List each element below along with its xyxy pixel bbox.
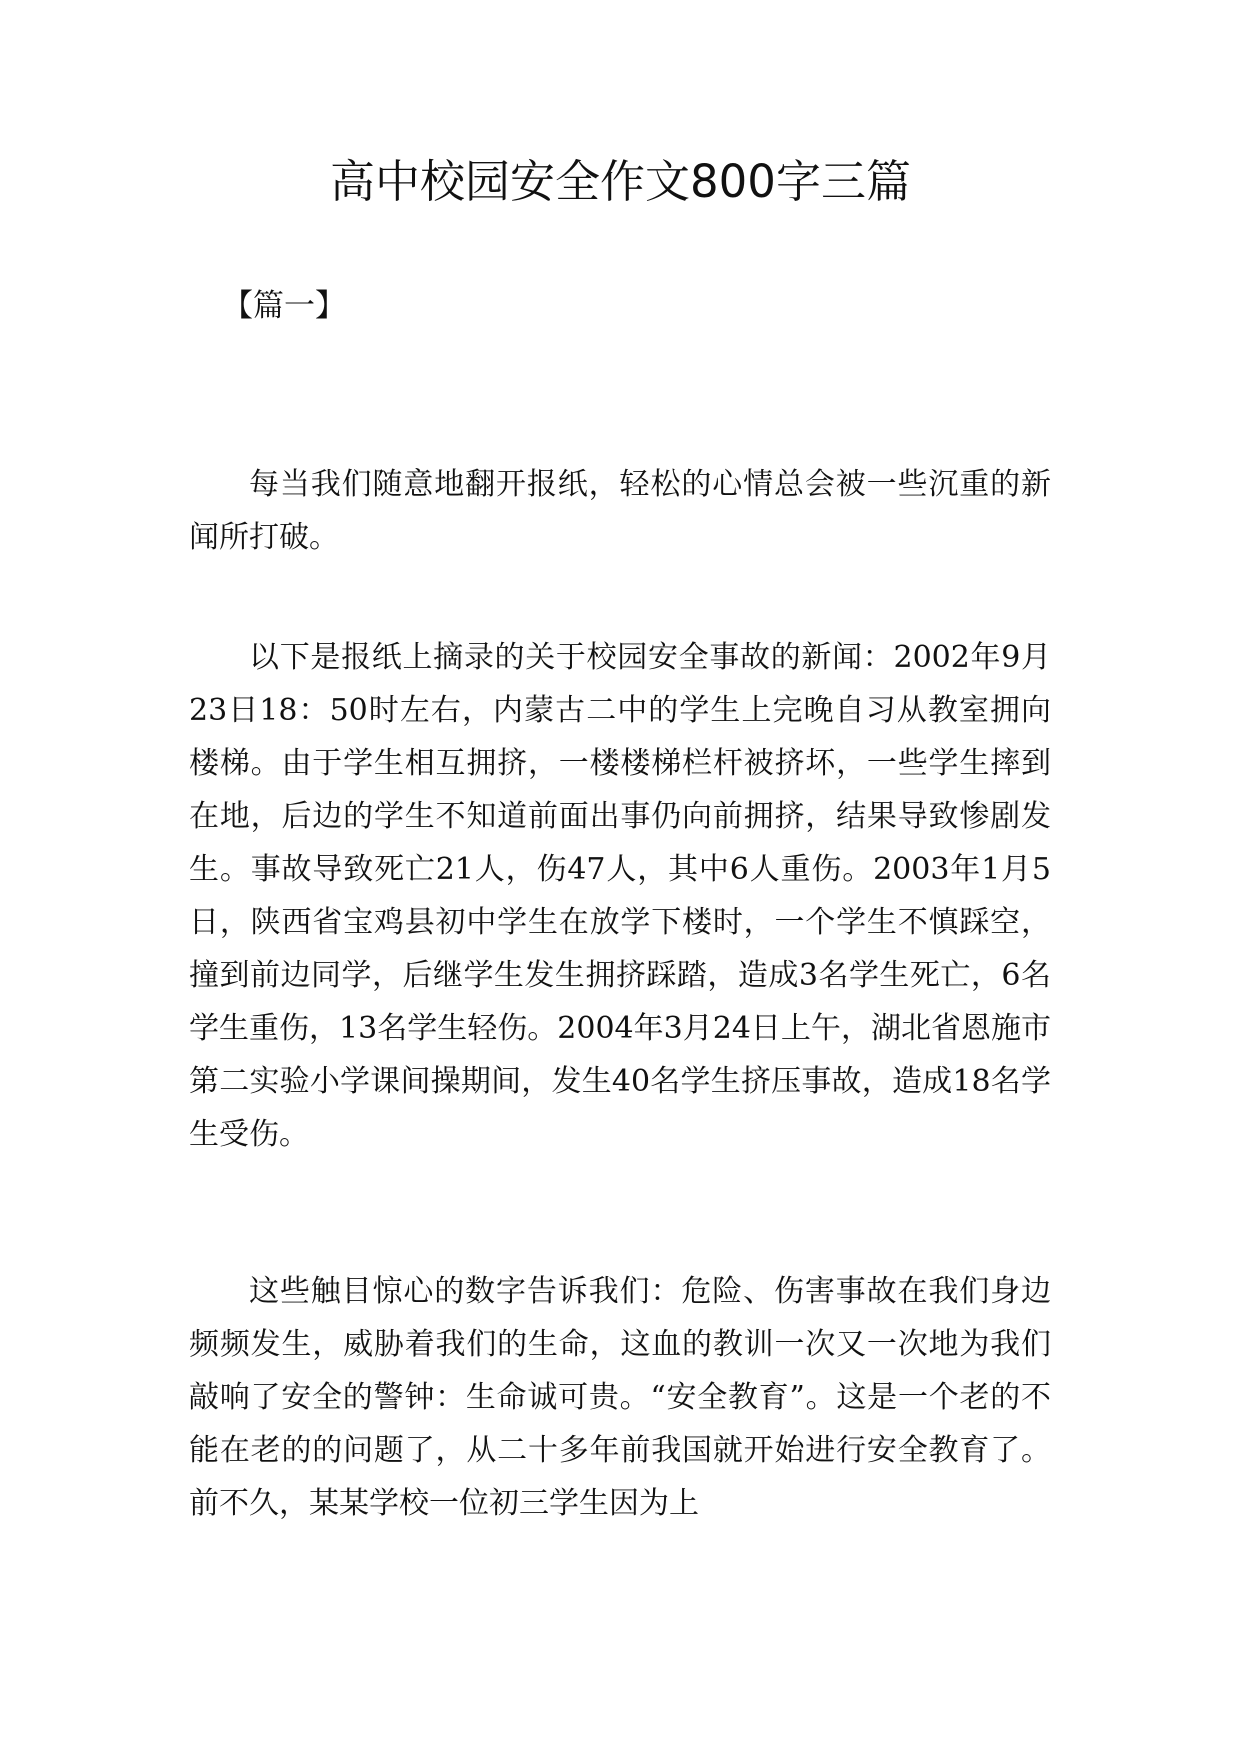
paragraph-3: 这些触目惊心的数字告诉我们：危险、伤害事故在我们身边频频发生，威胁着我们的生命，这血的教训一次又一次地为我们敲响了安全的警钟：生命诚可贵。“安全教育”。这是一个老的不能在老的的问题了，从二十多年前我国就开始进行安全教育了。前不久，某某学校一位初三学生因为上 bbox=[189, 1274, 1051, 1521]
paragraph-2: 以下是报纸上摘录的关于校园安全事故的新闻：2002年9月23日18：50时左右，内蒙古二中的学生上完晚自习从教室拥向楼梯。由于学生相互拥挤，一楼楼梯栏杆被挤坏，一些学生摔到在地，后边的学生不知道前面出事仍向前拥挤，结果导致惨剧发生。事故导致死亡21人，伤47人，其中6人重伤。2003年1月5日，陕西省宝鸡县初中学生在放学下楼时，一个学生不慎踩空，撞到前边同学，后继学生发生拥挤踩踏，造成3名学生死亡，6名学生重伤，13名学生轻伤。2004年3月24日上午，湖北省恩施市第二实验小学课间操期间，发生40名学生挤压事故，造成18名学生受伤。 bbox=[189, 640, 1051, 1152]
page-title: 高中校园安全作文800字三篇 bbox=[330, 155, 911, 208]
paragraph-1: 每当我们随意地翻开报纸，轻松的心情总会被一些沉重的新闻所打破。 bbox=[189, 467, 1051, 555]
section-heading: 【篇一】 bbox=[222, 288, 346, 324]
